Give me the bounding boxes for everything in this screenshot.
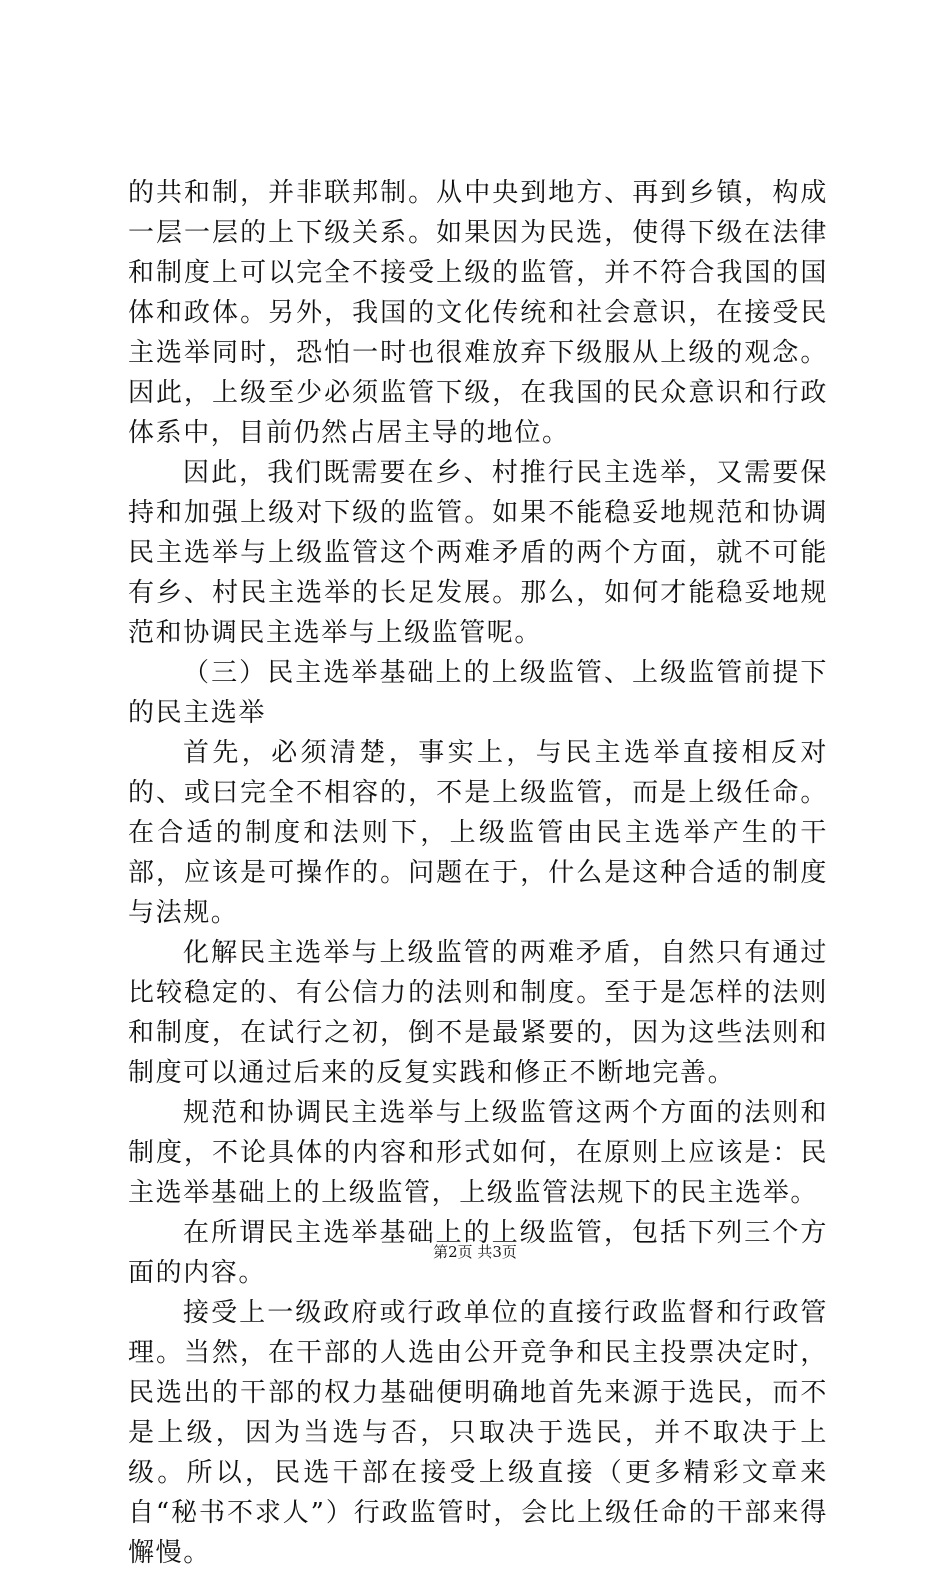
paragraph-continued: 的共和制，并非联邦制。从中央到地方、再到乡镇，构成一层一层的上下级关系。如果因为民选，使得下级在法律和制度上可以完全不接受上级的监管，并不符合我国的国体和政体。另外，我国的文化传统和社会意识，在接受民主选举同时，恐怕一时也很难放弃下级服从上级的观念。因此，上级至少必须监管下级，在我国的民众意识和行政体系中，目前仍然占居主导的地位。 <box>128 178 828 448</box>
paragraph: 在所谓民主选举基础上的上级监管，包括下列三个方面的内容。 <box>128 1218 828 1288</box>
paragraph: 规范和协调民主选举与上级监管这两个方面的法则和制度，不论具体的内容和形式如何，在原则上应该是：民主选举基础上的上级监管，上级监管法规下的民主选举。 <box>128 1098 828 1208</box>
document-body <box>128 173 828 1573</box>
paragraph: 化解民主选举与上级监管的两难矛盾，自然只有通过比较稳定的、有公信力的法则和制度。至于是怎样的法则和制度，在试行之初，倒不是最紧要的，因为这些法则和制度可以通过后来的反复实践和修正不断地完善。 <box>128 938 828 1088</box>
paragraph: 首先，必须清楚，事实上，与民主选举直接相反对的、或曰完全不相容的，不是上级监管，而是上级任命。在合适的制度和法则下，上级监管由民主选举产生的干部，应该是可操作的。问题在于，什么是这种合适的制度与法规。 <box>128 738 828 928</box>
paragraph: 因此，我们既需要在乡、村推行民主选举，又需要保持和加强上级对下级的监管。如果不能稳妥地规范和协调民主选举与上级监管这个两难矛盾的两个方面，就不可能有乡、村民主选举的长足发展。那么，如何才能稳妥地规范和协调民主选举与上级监管呢。 <box>128 458 828 648</box>
paragraph: 接受上一级政府或行政单位的直接行政监督和行政管理。当然，在干部的人选由公开竞争和民主投票决定时，民选出的干部的权力基础便明确地首先来源于选民，而不是上级，因为当选与否，只取决于选民，并不取决于上级。所以，民选干部在接受上级直接（更多精彩文章来自“秘书不求人”）行政监管时，会比上级任命的干部来得懈慢。 <box>128 1298 828 1568</box>
page-footer: 第2页 共3页 <box>433 1243 517 1261</box>
section-heading: （三）民主选举基础上的上级监管、上级监管前提下的民主选举 <box>128 658 828 728</box>
